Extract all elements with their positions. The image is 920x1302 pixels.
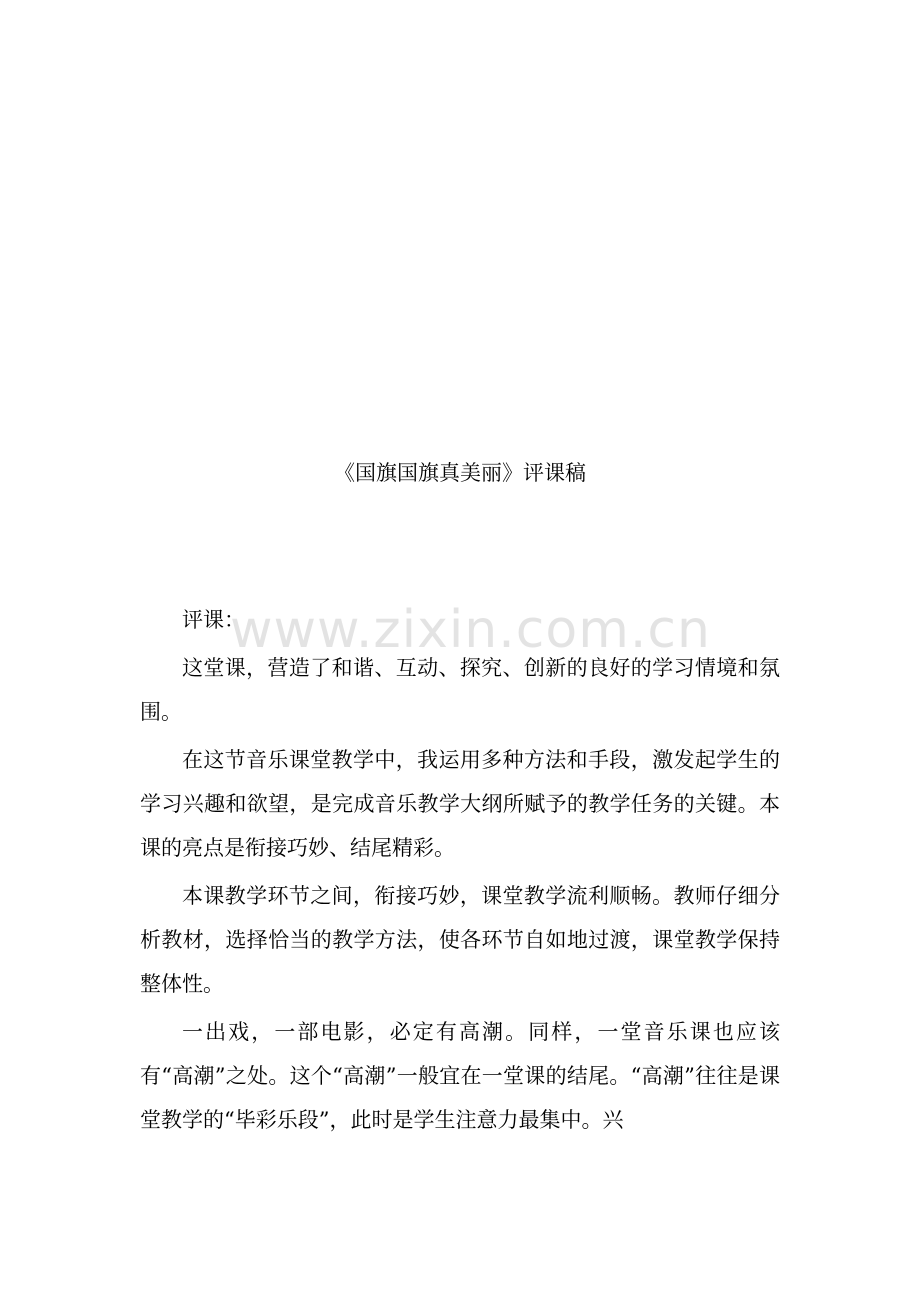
paragraph-heading-review: 评课： — [182, 608, 245, 632]
document-title: 《国旗国旗真美丽》评课稿 — [334, 461, 586, 485]
paragraph: 这堂课，营造了和谐、互动、探究、创新的良好的学习情境和氛围。 — [140, 656, 780, 724]
paragraph: 在这节音乐课堂教学中，我运用多种方法和手段，激发起学生的学习兴趣和欲望，是完成音乐教学大纲所赋予的教学任务的关键。本课的亮点是衔接巧妙、结尾精彩。 — [140, 748, 780, 860]
document-body — [140, 598, 780, 1146]
paragraph: 本课教学环节之间，衔接巧妙，课堂教学流利顺畅。教师仔细分析教材，选择恰当的教学方法，使各环节自如地过渡，课堂教学保持整体性。 — [140, 884, 780, 996]
watermark: www.zixin.com.cn — [230, 600, 711, 660]
paragraph: 一出戏，一部电影，必定有高潮。同样，一堂音乐课也应该有“高潮”之处。这个“高潮”一般宜在一堂课的结尾。“高潮”往往是课堂教学的“毕彩乐段”，此时是学生注意力最集中。兴 — [140, 1020, 780, 1132]
